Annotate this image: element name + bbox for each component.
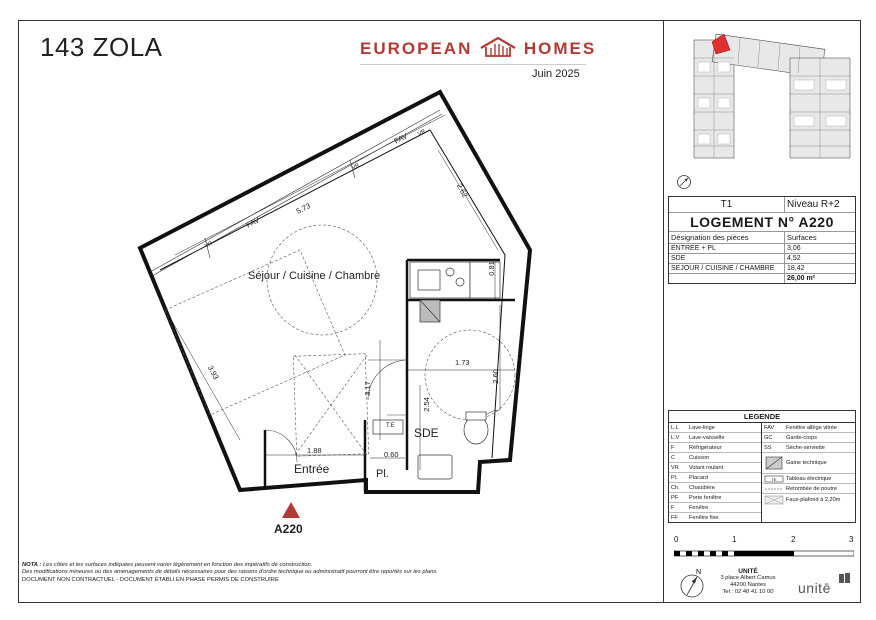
- room-sde: SDE: [414, 426, 439, 440]
- col-surfaces: Surfaces: [787, 233, 817, 242]
- mark-vr: VR: [417, 128, 427, 138]
- dim-label: 1.88: [307, 446, 322, 455]
- dim-label: 0.60: [384, 450, 399, 459]
- apartment-marker-icon: [282, 502, 300, 518]
- room-placard: Pl.: [376, 468, 389, 480]
- scale-tick-label: 3: [849, 535, 854, 544]
- room-surface: 3,06: [787, 245, 801, 252]
- architect-name: UNITÉ: [738, 568, 758, 575]
- dim-label: 2.60: [490, 369, 500, 384]
- dim-label: 2.54: [421, 397, 431, 412]
- legend-item: L.L Lave-linge: [669, 423, 761, 433]
- legend-item: PF Porte fenêtre: [669, 493, 761, 503]
- scale-tick-label: 2: [791, 535, 796, 544]
- note-line3: DOCUMENT NON CONTRACTUEL - DOCUMENT ÉTABLI EN PHASE PERMIS DE CONSTRUIRE: [22, 576, 279, 583]
- dim-label: 3.17: [362, 381, 372, 396]
- mark-fav: FAV: [244, 215, 261, 230]
- architect-addr2: 44200 Nantes: [729, 582, 767, 588]
- unit-type: T1: [669, 197, 785, 212]
- unit-level: Niveau R+2: [787, 199, 840, 210]
- legend-item: C Cuisson: [669, 453, 761, 463]
- room-name: SDE: [669, 254, 785, 263]
- room-sejour: Séjour / Cuisine / Chambre: [248, 270, 381, 282]
- legend-item: Faux-plafond à 2,20m: [762, 494, 855, 506]
- legend-item: TE Tableau électrique: [762, 474, 855, 484]
- note-line1: Les côtes et les surfaces indiquées peuvent varier légèrement en fonction des impératifs de construction.: [42, 562, 313, 568]
- legend-item: SS Sèche-serviette: [762, 443, 855, 453]
- dim-label: 3.93: [205, 363, 221, 382]
- total-surface: 26,00 m²: [787, 275, 816, 282]
- mark-vr: VR: [351, 162, 361, 172]
- note-line2: Des modifications mineures ou des aménagements de détails nécessaires pour des raisons d'ordre technique ou administratif pourront être reportés sur les plans.: [22, 569, 438, 576]
- architect-tel: Tel : 02 40 41 10 00: [722, 589, 774, 595]
- col-designation: Désignation des pièces: [669, 232, 785, 243]
- legend-item: Gaine technique: [762, 453, 855, 474]
- brand-date: Juin 2025: [532, 68, 580, 80]
- legend-item: F Fenêtre: [669, 503, 761, 513]
- svg-text:TE: TE: [771, 476, 777, 482]
- brand-left: EUROPEAN: [360, 39, 473, 58]
- note-label: NOTA :: [22, 562, 42, 568]
- mark-vr: VR: [204, 240, 214, 250]
- architect-addr1: 3 place Albert Camus: [720, 575, 776, 581]
- room-surface: 4,52: [787, 255, 801, 262]
- legend-item: GC Garde-corps: [762, 433, 855, 443]
- dim-label: 2.62: [454, 181, 470, 200]
- dim-label: 0.81: [486, 261, 496, 276]
- legend-item: FAV Fenêtre allège vitrée: [762, 423, 855, 433]
- room-surface: 18,42: [787, 265, 805, 272]
- legend-item: VR Volant roulant: [669, 463, 761, 473]
- scale-tick-label: 1: [732, 535, 737, 544]
- legend-item: L.V Lave-vaisselle: [669, 433, 761, 443]
- project-title: 143 ZOLA: [40, 32, 163, 62]
- brand-right: HOMES: [523, 39, 597, 58]
- dim-label: 1.73: [455, 358, 470, 367]
- room-name: ENTREE + PL: [669, 244, 785, 253]
- room-name: SEJOUR / CUISINE / CHAMBRE: [669, 264, 785, 273]
- dim-label: 5.73: [294, 201, 312, 216]
- room-te: T.E: [386, 423, 395, 429]
- apartment-code: A220: [274, 522, 303, 536]
- legend-item: Ch. Chaudière: [669, 483, 761, 493]
- legend-item: Pl. Placard: [669, 473, 761, 483]
- legend-item: Retombée de poutre: [762, 484, 855, 494]
- legend-item: F Réfrigérateur: [669, 443, 761, 453]
- legend-item: FF Fenêtre fixe: [671, 514, 719, 521]
- mark-fav: FAV: [392, 131, 409, 146]
- svg-text:N: N: [696, 569, 702, 576]
- unit-title: LOGEMENT N° A220: [669, 213, 855, 232]
- room-entree: Entrée: [294, 462, 330, 476]
- legend-title: LEGENDE: [669, 411, 855, 423]
- scale-tick-label: 0: [674, 535, 679, 544]
- architect-logo: unitē: [798, 580, 831, 596]
